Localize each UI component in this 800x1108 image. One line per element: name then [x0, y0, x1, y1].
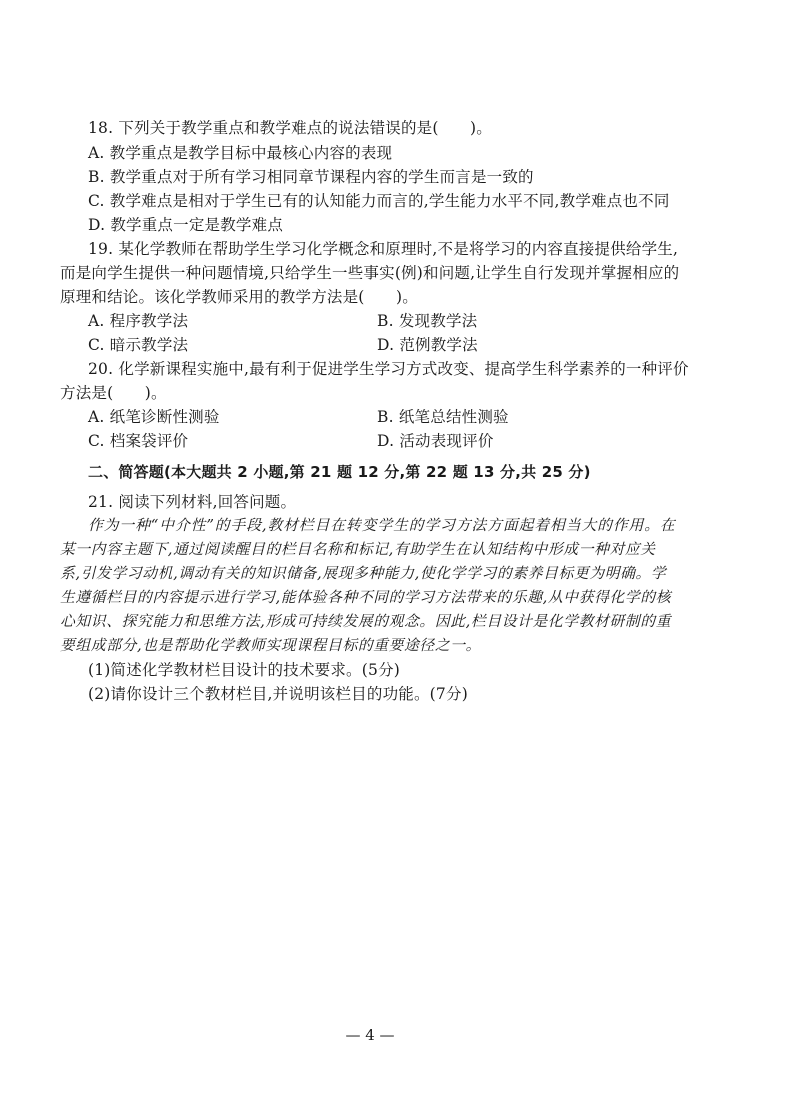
section-heading: 二、简答题(本大题共 2 小题,第 21 题 12 分,第 22 题 13 分,共 25 分) — [88, 463, 591, 481]
q21-stem: 21. 阅读下列材料,回答问题。 — [88, 493, 297, 511]
q18-option-d: D. 教学重点一定是教学难点 — [88, 216, 284, 234]
q18-option-a: A. 教学重点是教学目标中最核心内容的表现 — [88, 144, 393, 162]
q20-stem-line-2: 方法是( )。 — [60, 384, 167, 402]
q18-option-c: C. 教学难点是相对于学生已有的认知能力而言的,学生能力水平不同,教学难点也不同 — [88, 192, 670, 210]
q20-option-b: B. 纸笔总结性测验 — [377, 408, 509, 426]
q21-material-line-3: 系,引发学习动机,调动有关的知识储备,展现多种能力,使化学学习的素养目标更为明确。学 — [60, 565, 667, 582]
q19-stem-line-1: 19. 某化学教师在帮助学生学习化学概念和原理时,不是将学习的内容直接提供给学生, — [88, 240, 679, 258]
q21-material-line-1: 作为一种“中介性”的手段,教材栏目在转变学生的学习方法方面起着相当大的作用。在 — [88, 517, 676, 534]
q19-stem-line-3: 原理和结论。该化学教师采用的教学方法是( )。 — [60, 288, 418, 306]
q18-option-b: B. 教学重点对于所有学习相同章节课程内容的学生而言是一致的 — [88, 168, 534, 186]
q20-option-c: C. 档案袋评价 — [88, 432, 189, 450]
q21-sub-question-1: (1)简述化学教材栏目设计的技术要求。(5分) — [88, 661, 401, 679]
q19-option-d: D. 范例教学法 — [377, 336, 478, 354]
q18-stem: 18. 下列关于教学重点和教学难点的说法错误的是( )。 — [88, 119, 492, 137]
q21-material-line-4: 生遵循栏目的内容提示进行学习,能体验各种不同的学习方法带来的乐趣,从中获得化学的核 — [60, 589, 672, 606]
q19-option-a: A. 程序教学法 — [88, 312, 189, 330]
q20-option-a: A. 纸笔诊断性测验 — [88, 408, 220, 426]
q21-sub-question-2: (2)请你设计三个教材栏目,并说明该栏目的功能。(7分) — [88, 685, 468, 703]
q19-stem-line-2: 而是向学生提供一种问题情境,只给学生一些事实(例)和问题,让学生自行发现并掌握相应的 — [60, 264, 680, 282]
q19-option-b: B. 发现教学法 — [377, 312, 478, 330]
q20-option-d: D. 活动表现评价 — [377, 432, 494, 450]
q21-material-line-6: 要组成部分,也是帮助化学教师实现课程目标的重要途径之一。 — [60, 637, 482, 654]
q21-material-line-2: 某一内容主题下,通过阅读醒目的栏目名称和标记,有助学生在认知结构中形成一种对应关 — [60, 541, 656, 558]
q20-stem-line-1: 20. 化学新课程实施中,最有利于促进学生学习方式改变、提高学生科学素养的一种评价 — [88, 360, 689, 378]
q19-option-c: C. 暗示教学法 — [88, 336, 189, 354]
q21-material-line-5: 心知识、探究能力和思维方法,形成可持续发展的观念。因此,栏目设计是化学教材研制的重 — [60, 613, 672, 630]
page-number: — 4 — — [345, 1026, 395, 1044]
